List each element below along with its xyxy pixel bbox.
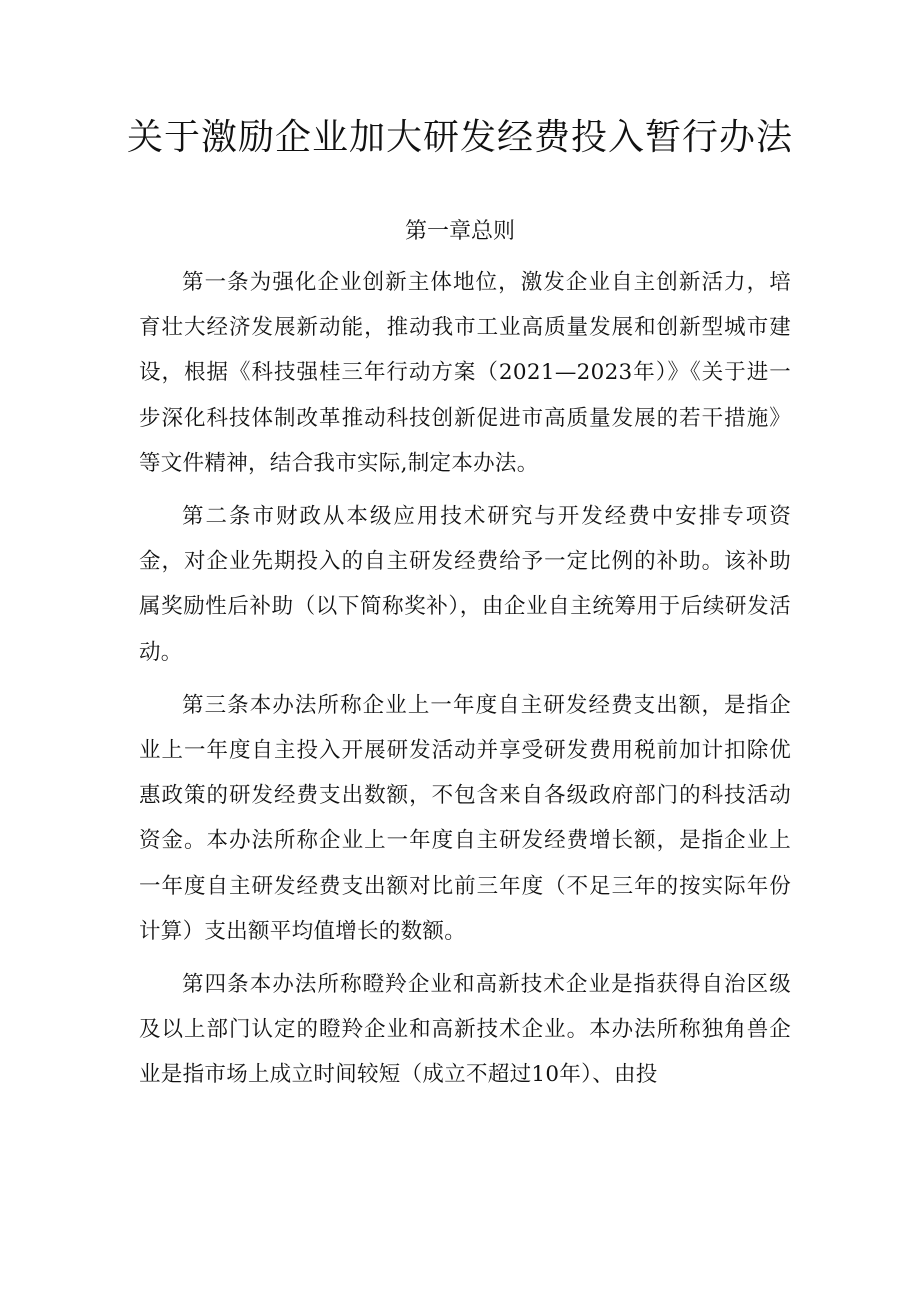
chapter-heading: 第一章总则 — [404, 219, 515, 244]
article-4: 第四条本办法所称瞪羚企业和高新技术企业是指获得自治区级及以上部门认定的瞪羚企业和高新技术企业。本办法所称独角兽企业是指市场上成立时间较短（成立不超过10年）、由投 — [139, 972, 791, 1088]
article-2: 第二条市财政从本级应用技术研究与开发经费中安排专项资金，对企业先期投入的自主研发经费给予一定比例的补助。该补助属奖励性后补助（以下简称奖补），由企业自主统筹用于后续研发活动。 — [139, 504, 791, 665]
article-1: 第一条为强化企业创新主体地位，激发企业自主创新活力，培育壮大经济发展新动能，推动我市工业高质量发展和创新型城市建设，根据《科技强桂三年行动方案（2021—2023年）》《关于进一步深化科技体制改革推动科技创新促进市高质量发展的若干措施》等文件精神，结合我市实际,制定本办法。 — [139, 270, 791, 476]
article-3: 第三条本办法所称企业上一年度自主研发经费支出额，是指企业上一年度自主投入开展研发活动并享受研发费用税前加计扣除优惠政策的研发经费支出数额，不包含来自各级政府部门的科技活动资金。本办法所称企业上一年度自主研发经费增长额，是指企业上一年度自主研发经费支出额对比前三年度（不足三年的按实际年份计算）支出额平均值增长的数额。 — [139, 692, 791, 944]
document-body — [139, 260, 791, 1106]
document-title: 关于激励企业加大研发经费投入暂行办法 — [126, 117, 793, 158]
